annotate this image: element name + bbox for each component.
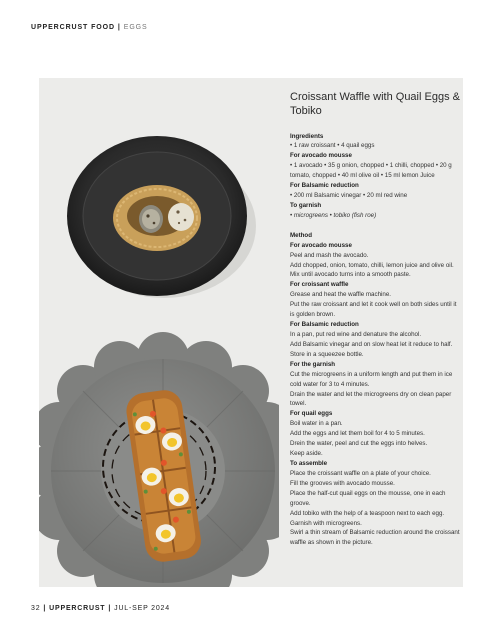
- balsamic-ingredients: • 200 ml Balsamic vinegar • 20 ml red wine: [290, 192, 408, 200]
- footer-separator: |: [108, 605, 112, 612]
- balsamic-heading: For Balsamic reduction: [290, 182, 359, 190]
- garnish-ingredients: • microgreens • tobiko (fish roe): [290, 211, 377, 219]
- method-waffle-heading: For croissant waffle: [290, 281, 349, 289]
- method-assemble-heading: To assemble: [290, 460, 328, 467]
- method-step: Cut the microgreens in a uniform length and put them in ice cold water for 3 to 4 minutes.: [290, 370, 453, 388]
- method-step: Peel and mash the avocado.: [290, 251, 369, 259]
- header-section: EGGS: [123, 24, 148, 31]
- method-heading: Method: [290, 231, 312, 239]
- method-step: Add Balsamic vinegar and on slow heat let it reduce to half. Store in a squeezee bottle.: [290, 340, 453, 358]
- recipe-title: Croissant Waffle with Quail Eggs & Tobiko: [290, 91, 460, 117]
- method-step: In a pan, put red wine and denature the alcohol.: [290, 331, 422, 339]
- method-step: Keep aside.: [290, 450, 323, 458]
- footer-issue: JUL-SEP 2024: [114, 605, 170, 612]
- method-step: Fill the grooves with avocado mousse.: [290, 479, 395, 487]
- dish-photo: [39, 78, 279, 587]
- method-step: Boil water in a pan.: [290, 420, 343, 428]
- avocado-mousse-ingredients: • 1 avocado • 35 g onion, chopped • 1 chilli, chopped • 20 g tomato, chopped • 40 ml olive oil • 15 ml lemon Juice: [290, 162, 452, 180]
- garnish-heading: To garnish: [290, 201, 322, 209]
- page-footer: [31, 605, 170, 612]
- method-step: Put the raw croissant and let it cook well on both sides until it is golden brown.: [290, 301, 457, 319]
- method-step: Garnish with microgreens.: [290, 519, 362, 527]
- method-step: Mix until avocado turns into a smooth paste.: [290, 271, 411, 279]
- method-balsamic-heading: For Balsamic reduction: [290, 321, 359, 329]
- method-step: Grease and heat the waffle machine.: [290, 291, 392, 299]
- method-garnish-heading: For the garnish: [290, 360, 336, 368]
- header-brand: UPPERCRUST FOOD: [31, 24, 115, 31]
- method-quail-heading: For quail eggs: [290, 410, 333, 418]
- method-step: Drain the water and let the microgreens dry on clean paper towel.: [290, 390, 452, 408]
- page-number: 32: [31, 605, 41, 612]
- method-step: Place the half-cut quail eggs on the mousse, one in each groove.: [290, 489, 446, 507]
- footer-brand: UPPERCRUST: [49, 605, 106, 612]
- ingredients-main: • 1 raw croissant • 4 quail eggs: [290, 142, 375, 150]
- method-step: Add the eggs and let them boil for 4 to 5 minutes.: [290, 430, 425, 438]
- recipe-article: [290, 91, 460, 548]
- quail-egg-right: [168, 203, 194, 231]
- method-step: Add tobiko with the help of a teaspoon next to each egg.: [290, 509, 445, 517]
- method-step: Place the croissant waffle on a plate of your choice.: [290, 469, 431, 477]
- method-mousse-heading: For avocado mousse: [290, 241, 352, 249]
- avocado-mousse-heading: For avocado mousse: [290, 152, 352, 160]
- scalloped-plate: [39, 332, 279, 587]
- page-header: [31, 24, 148, 31]
- method-step: Swirl a thin stream of Balsamic reduction around the croissant waffle as shown in the picture.: [290, 529, 460, 547]
- method-step: Add chopped, onion, tomato, chilli, lemon juice and olive oil.: [290, 261, 454, 269]
- footer-separator: |: [43, 605, 47, 612]
- ingredients-heading: Ingredients: [290, 132, 324, 140]
- method-step: Drein the water, peel and cut the eggs into helves.: [290, 440, 428, 448]
- header-separator: |: [117, 24, 121, 31]
